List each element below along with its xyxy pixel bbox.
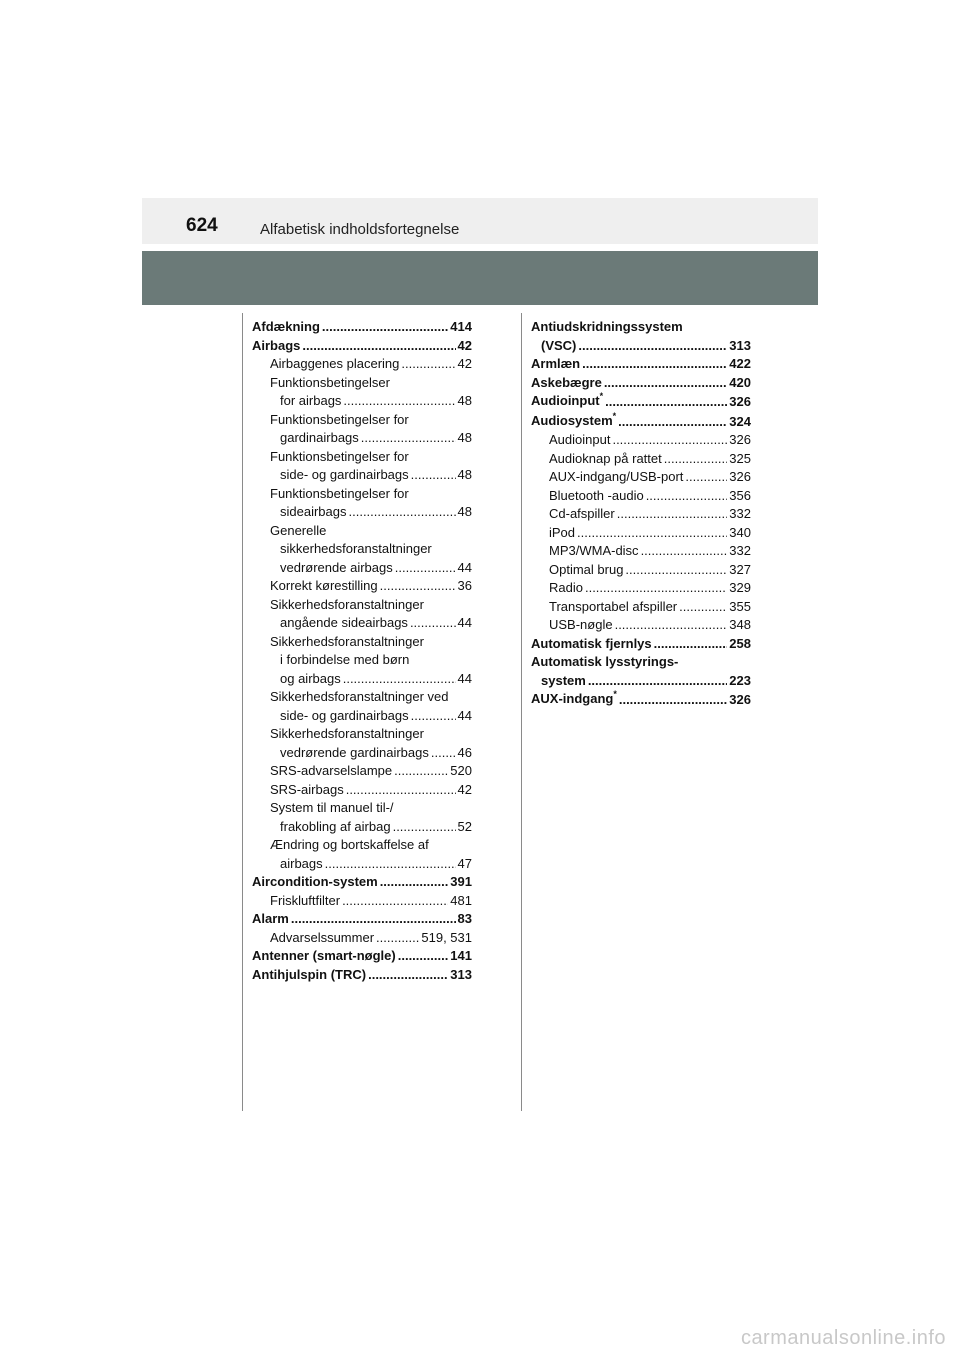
index-entry: [252, 596, 472, 633]
index-entry: [252, 929, 472, 948]
index-entry: [531, 468, 751, 487]
entry-page-number: 258: [729, 635, 751, 651]
index-entry: [252, 522, 472, 578]
entry-label: for airbags: [280, 393, 342, 408]
index-entry: [252, 411, 472, 448]
dot-leader: [325, 855, 456, 874]
index-entry: [531, 616, 751, 635]
entry-line: [549, 579, 751, 598]
entry-page-number: 326: [729, 469, 751, 484]
footnote-asterisk: *: [599, 391, 604, 401]
entry-page-number: 329: [729, 580, 751, 595]
entry-heading: Funktionsbetingelser for: [270, 485, 409, 501]
index-entry: [252, 374, 472, 411]
index-entry: [531, 542, 751, 561]
entry-heading: Funktionsbetingelser for: [270, 411, 409, 427]
entry-page-number: 391: [450, 874, 472, 889]
entry-line: [270, 762, 472, 781]
entry-heading: System til manuel til-/: [270, 800, 394, 815]
index-entry: [252, 725, 472, 762]
index-entry: [252, 355, 472, 374]
index-entry: [252, 633, 472, 689]
entry-page-number: 48: [457, 504, 472, 519]
entry-label: vedrørende airbags: [280, 559, 393, 575]
entry-line: [270, 355, 472, 374]
entry-label: SRS-airbags: [270, 781, 344, 797]
entry-line: [252, 318, 472, 337]
dot-leader: [349, 503, 456, 522]
dot-leader: [411, 466, 456, 485]
entry-label: sideairbags: [280, 504, 347, 519]
entry-line: [549, 524, 751, 543]
entry-line: [270, 392, 472, 411]
entry-page-number: 340: [729, 524, 751, 540]
entry-page-number: 519, 531: [421, 929, 472, 945]
entry-line: [549, 561, 751, 580]
dot-leader: [582, 355, 727, 374]
entry-line: [531, 690, 751, 710]
dot-leader: [361, 429, 456, 448]
entry-line: [270, 559, 472, 578]
entry-page-number: 332: [729, 543, 751, 558]
entry-line: [270, 892, 472, 911]
entry-label: Audioinput: [549, 432, 611, 447]
dot-leader: [578, 337, 727, 356]
index-entry: [252, 836, 472, 873]
entry-line: [252, 910, 472, 929]
entry-label: side- og gardinairbags: [280, 707, 409, 723]
dot-leader: [679, 598, 727, 617]
entry-heading: Ændring og bortskaffelse af: [270, 837, 429, 852]
entry-line: [270, 670, 472, 689]
entry-label: Korrekt kørestilling: [270, 578, 378, 593]
index-entry: [252, 873, 472, 892]
entry-label: Alarm: [252, 911, 289, 926]
watermark: carmanualsonline.info: [740, 1327, 946, 1349]
index-entry: [252, 577, 472, 596]
entry-label: Armlæn: [531, 356, 581, 371]
entry-line: [549, 542, 751, 561]
dot-leader: [401, 355, 455, 374]
index-entry: [252, 337, 472, 356]
dot-leader: [619, 691, 727, 710]
dot-leader: [588, 672, 727, 691]
entry-heading: Automatisk lysstyrings-: [531, 654, 679, 669]
entry-page-number: 326: [729, 432, 751, 447]
entry-label: Cd-afspiller: [549, 506, 615, 521]
entry-label: Airbags: [252, 337, 301, 353]
entry-line: [531, 412, 751, 432]
index-entry: [252, 318, 472, 337]
entry-label: Askebægre: [531, 374, 602, 390]
entry-label: Airbaggenes placering: [270, 356, 400, 371]
index-entry: [531, 355, 751, 374]
entry-label: og airbags: [280, 670, 341, 686]
entry-label: Afdækning: [252, 319, 320, 334]
section-title: Alfabetisk indholdsfortegnelse: [260, 221, 460, 238]
entry-label: MP3/WMA-disc: [549, 543, 639, 558]
entry-page-number: 326: [729, 394, 751, 409]
entry-label: system: [541, 672, 586, 688]
entry-line: [531, 672, 751, 691]
index-entry: [531, 598, 751, 617]
entry-line: [531, 635, 751, 654]
entry-line: [270, 781, 472, 800]
entry-label: gardinairbags: [280, 430, 359, 445]
dot-leader: [585, 579, 727, 598]
entry-page-number: 44: [457, 559, 472, 575]
dot-leader: [393, 818, 456, 837]
entry-page-number: 355: [729, 598, 751, 614]
index-entry: [531, 487, 751, 506]
entry-line: [531, 337, 751, 356]
entry-label: Optimal brug: [549, 561, 624, 577]
index-entry: [531, 524, 751, 543]
index-entry: [252, 910, 472, 929]
dot-leader: [342, 892, 448, 911]
entry-page-number: 223: [729, 672, 751, 688]
entry-page-number: 44: [457, 707, 472, 723]
entry-label: SRS-advarselslampe: [270, 763, 393, 778]
entry-label: side- og gardinairbags: [280, 467, 409, 482]
entry-page-number: 42: [457, 337, 472, 353]
entry-label: Audiosystem*: [531, 410, 617, 428]
entry-page-number: 348: [729, 617, 751, 632]
entry-label: Automatisk fjernlys: [531, 635, 652, 651]
entry-page-number: 48: [457, 430, 472, 445]
entry-line: [549, 431, 751, 450]
entry-line: [270, 429, 472, 448]
index-entry: [531, 561, 751, 580]
dot-leader: [302, 337, 455, 356]
dot-leader: [615, 616, 728, 635]
entry-line: [252, 873, 472, 892]
entry-line: [549, 487, 751, 506]
entry-label: airbags: [280, 855, 323, 871]
dot-leader: [376, 929, 419, 948]
dot-leader: [380, 577, 456, 596]
dot-leader: [604, 374, 727, 393]
entry-line: [270, 818, 472, 837]
index-entry: [531, 579, 751, 598]
index-entry: [531, 690, 751, 710]
entry-label: (VSC): [541, 337, 577, 353]
entry-label: Aircondition-system: [252, 874, 378, 889]
index-entry: [252, 799, 472, 836]
dot-leader: [625, 561, 727, 580]
entry-page-number: 313: [450, 966, 472, 982]
entry-page-number: 141: [450, 948, 472, 963]
entry-line: [549, 616, 751, 635]
entry-page-number: 327: [729, 561, 751, 577]
dot-leader: [664, 450, 728, 469]
entry-line: [270, 929, 472, 948]
footnote-asterisk: *: [612, 410, 617, 421]
entry-line: [252, 947, 472, 966]
dot-leader: [605, 393, 727, 412]
dot-leader: [343, 670, 456, 689]
entry-heading-continued: sikkerhedsforanstaltninger: [280, 541, 432, 556]
entry-heading: Sikkerhedsforanstaltninger: [270, 596, 424, 612]
index-entry: [252, 688, 472, 725]
entry-line: [270, 577, 472, 596]
dot-leader: [612, 431, 727, 450]
dot-leader: [641, 542, 728, 561]
entry-label: Bluetooth -audio: [549, 487, 644, 503]
dot-leader: [395, 559, 456, 578]
index-entry: [531, 318, 751, 355]
entry-label: Audioinput*: [531, 391, 604, 408]
entry-line: [531, 355, 751, 374]
dot-leader: [291, 910, 456, 929]
page-number: 624: [186, 215, 218, 236]
dot-leader: [343, 392, 455, 411]
dot-leader: [346, 781, 456, 800]
entry-label: Advarselssummer: [270, 929, 375, 945]
entry-page-number: 326: [729, 692, 751, 707]
dot-leader: [577, 524, 727, 543]
entry-heading: Sikkerhedsforanstaltninger ved: [270, 689, 449, 704]
entry-label: AUX-indgang/USB-port: [549, 469, 684, 484]
entry-line: [549, 468, 751, 487]
entry-page-number: 414: [450, 319, 472, 334]
entry-line: [549, 450, 751, 469]
right-column-rule: [521, 313, 522, 1111]
entry-page-number: 356: [729, 487, 751, 503]
index-column-left: [252, 318, 472, 984]
entry-page-number: 481: [450, 892, 472, 908]
header-strip: [142, 198, 818, 244]
entry-page-number: 44: [457, 670, 472, 686]
index-entry: [531, 505, 751, 524]
dot-leader: [394, 762, 448, 781]
index-entry: [252, 892, 472, 911]
dot-leader: [646, 487, 728, 506]
entry-page-number: 36: [457, 578, 472, 593]
dot-leader: [618, 413, 727, 432]
entry-label: USB-nøgle: [549, 617, 613, 632]
entry-line: [531, 374, 751, 393]
entry-label: Audioknap på rattet: [549, 450, 662, 466]
entry-heading-continued: i forbindelse med børn: [280, 652, 410, 667]
entry-heading: Sikkerhedsforanstaltninger: [270, 726, 424, 741]
dot-leader: [654, 635, 728, 654]
entry-page-number: 42: [457, 781, 472, 797]
index-entry: [531, 431, 751, 450]
entry-line: [252, 337, 472, 356]
entry-page-number: 42: [457, 356, 472, 371]
footnote-asterisk: *: [613, 689, 617, 699]
entry-label: frakobling af airbag: [280, 818, 391, 834]
entry-page-number: 325: [729, 450, 751, 466]
entry-line: [549, 598, 751, 617]
entry-line: [549, 505, 751, 524]
entry-page-number: 46: [457, 744, 472, 760]
entry-label: angående sideairbags: [280, 615, 408, 630]
entry-label: iPod: [549, 524, 576, 540]
index-column-right: [531, 318, 751, 710]
entry-label: AUX-indgang*: [531, 689, 617, 706]
entry-heading: Funktionsbetingelser: [270, 374, 390, 390]
entry-label: Radio: [549, 580, 583, 595]
entry-label: Friskluftfilter: [270, 892, 341, 908]
entry-label: Antihjulspin (TRC): [252, 966, 367, 982]
header-band: [142, 251, 818, 305]
index-entry: [531, 374, 751, 393]
dot-leader: [380, 873, 449, 892]
dot-leader: [410, 614, 456, 633]
entry-page-number: 48: [457, 467, 472, 482]
entry-page-number: 422: [729, 356, 751, 371]
index-entry: [531, 392, 751, 412]
entry-page-number: 44: [457, 615, 472, 630]
index-entry: [252, 485, 472, 522]
entry-page-number: 83: [457, 911, 472, 926]
entry-page-number: 332: [729, 506, 751, 521]
entry-heading: Sikkerhedsforanstaltninger: [270, 633, 424, 649]
entry-line: [270, 707, 472, 726]
dot-leader: [617, 505, 728, 524]
entry-line: [270, 614, 472, 633]
entry-heading: Funktionsbetingelser for: [270, 448, 409, 464]
index-entry: [531, 450, 751, 469]
entry-line: [270, 503, 472, 522]
entry-label: Transportabel afspiller: [549, 598, 678, 614]
entry-page-number: 420: [729, 374, 751, 390]
dot-leader: [398, 947, 449, 966]
index-entry: [531, 653, 751, 690]
entry-page-number: 47: [457, 855, 472, 871]
dot-leader: [322, 318, 448, 337]
entry-heading: Antiudskridningssystem: [531, 319, 683, 334]
entry-line: [531, 392, 751, 412]
entry-page-number: 324: [729, 413, 751, 429]
entry-page-number: 52: [457, 818, 472, 834]
index-entry: [252, 781, 472, 800]
index-entry: [531, 412, 751, 432]
dot-leader: [685, 468, 727, 487]
entry-label: vedrørende gardinairbags: [280, 744, 429, 760]
entry-heading: Generelle: [270, 522, 327, 538]
index-entry: [531, 635, 751, 654]
index-entry: [252, 762, 472, 781]
entry-page-number: 520: [450, 763, 472, 778]
left-column-rule: [242, 313, 243, 1111]
dot-leader: [411, 707, 456, 726]
entry-page-number: 48: [457, 393, 472, 408]
entry-line: [270, 466, 472, 485]
index-entry: [252, 947, 472, 966]
index-entry: [252, 448, 472, 485]
entry-page-number: 313: [729, 337, 751, 353]
entry-line: [252, 966, 472, 985]
entry-line: [270, 855, 472, 874]
entry-label: Antenner (smart-nøgle): [252, 948, 396, 963]
dot-leader: [431, 744, 456, 763]
index-entry: [252, 966, 472, 985]
entry-line: [270, 744, 472, 763]
dot-leader: [368, 966, 448, 985]
